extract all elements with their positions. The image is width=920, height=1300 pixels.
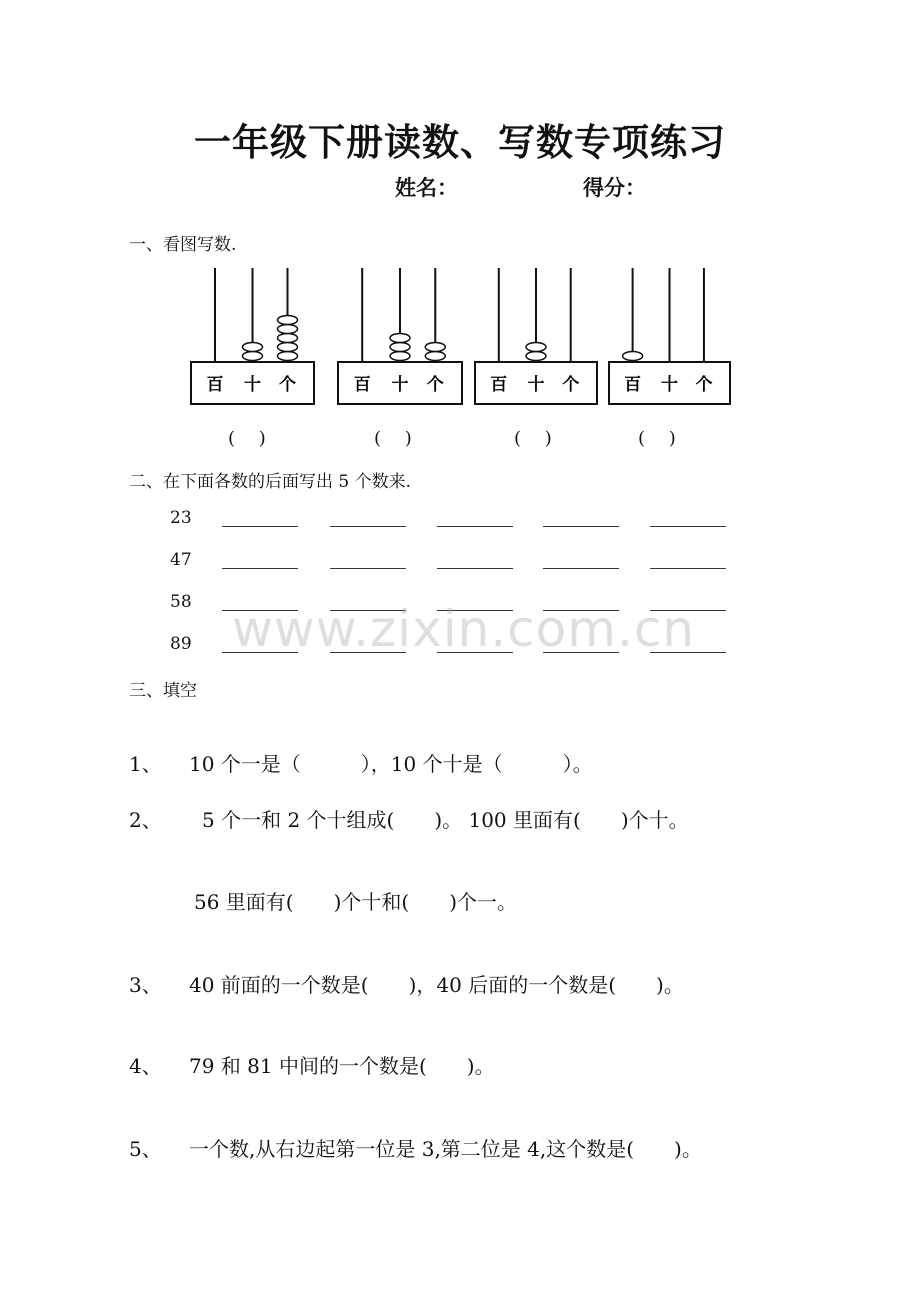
section2-heading: 二、在下面各数的后面写出 5 个数来. [129,472,412,492]
answer-paren-2[interactable]: ( ) [374,428,412,449]
abacus-bead [390,334,410,343]
section3-heading: 三、填空 [129,681,197,701]
abacus-bead [425,352,445,361]
abacus-bead [390,343,410,352]
place-label: 十 [661,375,678,395]
abacus-2 [337,262,465,412]
number-23: 23 [170,508,192,528]
question-2b-text: 56 里面有( )个十和( )个一。 [194,890,518,914]
answer-paren-3[interactable]: ( ) [514,428,552,449]
place-label: 个 [695,375,713,395]
answer-blank[interactable] [650,526,726,527]
abacus-1 [190,262,317,412]
number-58: 58 [170,592,192,612]
name-label: 姓名： [395,176,458,200]
question-1-text: 10 个一是（ ），10 个十是（ ）。 [189,752,593,776]
answer-blank[interactable] [650,568,726,569]
answer-paren-1[interactable]: ( ) [228,428,266,449]
place-label: 百 [206,375,224,395]
place-label: 百 [353,375,371,395]
question-1-number: 1、 [129,752,162,776]
question-2-number: 2、 [129,808,162,832]
answer-blank[interactable] [330,568,406,569]
place-label: 百 [624,375,642,395]
score-label: 得分： [583,176,646,200]
abacus-bead [425,343,445,352]
place-label: 十 [244,375,261,395]
worksheet-title: 一年级下册读数、写数专项练习 [194,121,726,164]
answer-blank[interactable] [330,526,406,527]
abacus-bead [278,352,298,361]
answer-blank[interactable] [543,526,619,527]
abacus-bead [278,334,298,343]
number-89: 89 [170,634,192,654]
answer-blank[interactable] [437,568,513,569]
number-47: 47 [170,550,192,570]
answer-paren-4[interactable]: ( ) [638,428,676,449]
watermark: www.zixin.com.cn [232,600,696,658]
abacus-bead [278,325,298,334]
place-label: 个 [279,375,296,395]
place-label: 百 [490,375,508,395]
abacus-bead [526,343,546,352]
abacus-bead [243,352,263,361]
question-3-number: 3、 [129,973,162,997]
abacus-bead [278,316,298,325]
question-4-text: 79 和 81 中间的一个数是( )。 [189,1054,495,1078]
answer-blank[interactable] [222,526,298,527]
question-2-text: 5 个一和 2 个十组成( )。 100 里面有( )个十。 [202,808,689,832]
question-3-text: 40 前面的一个数是( )，40 后面的一个数是( )。 [189,973,684,997]
abacus-3 [474,262,600,412]
question-4-number: 4、 [129,1054,162,1078]
answer-blank[interactable] [543,568,619,569]
abacus-bead [390,352,410,361]
abacus-bead [278,343,298,352]
place-label: 个 [426,375,444,395]
question-5-text: 一个数,从右边起第一位是 3,第二位是 4,这个数是( )。 [189,1137,702,1161]
answer-blank[interactable] [222,568,298,569]
abacus-bead [623,352,643,361]
place-label: 十 [391,375,409,395]
place-label: 个 [562,375,580,395]
section1-heading: 一、看图写数. [129,235,237,255]
question-5-number: 5、 [129,1137,162,1161]
abacus-bead [243,343,263,352]
answer-blank[interactable] [437,526,513,527]
place-label: 十 [527,375,545,395]
abacus-bead [526,352,546,361]
abacus-4 [608,262,733,412]
